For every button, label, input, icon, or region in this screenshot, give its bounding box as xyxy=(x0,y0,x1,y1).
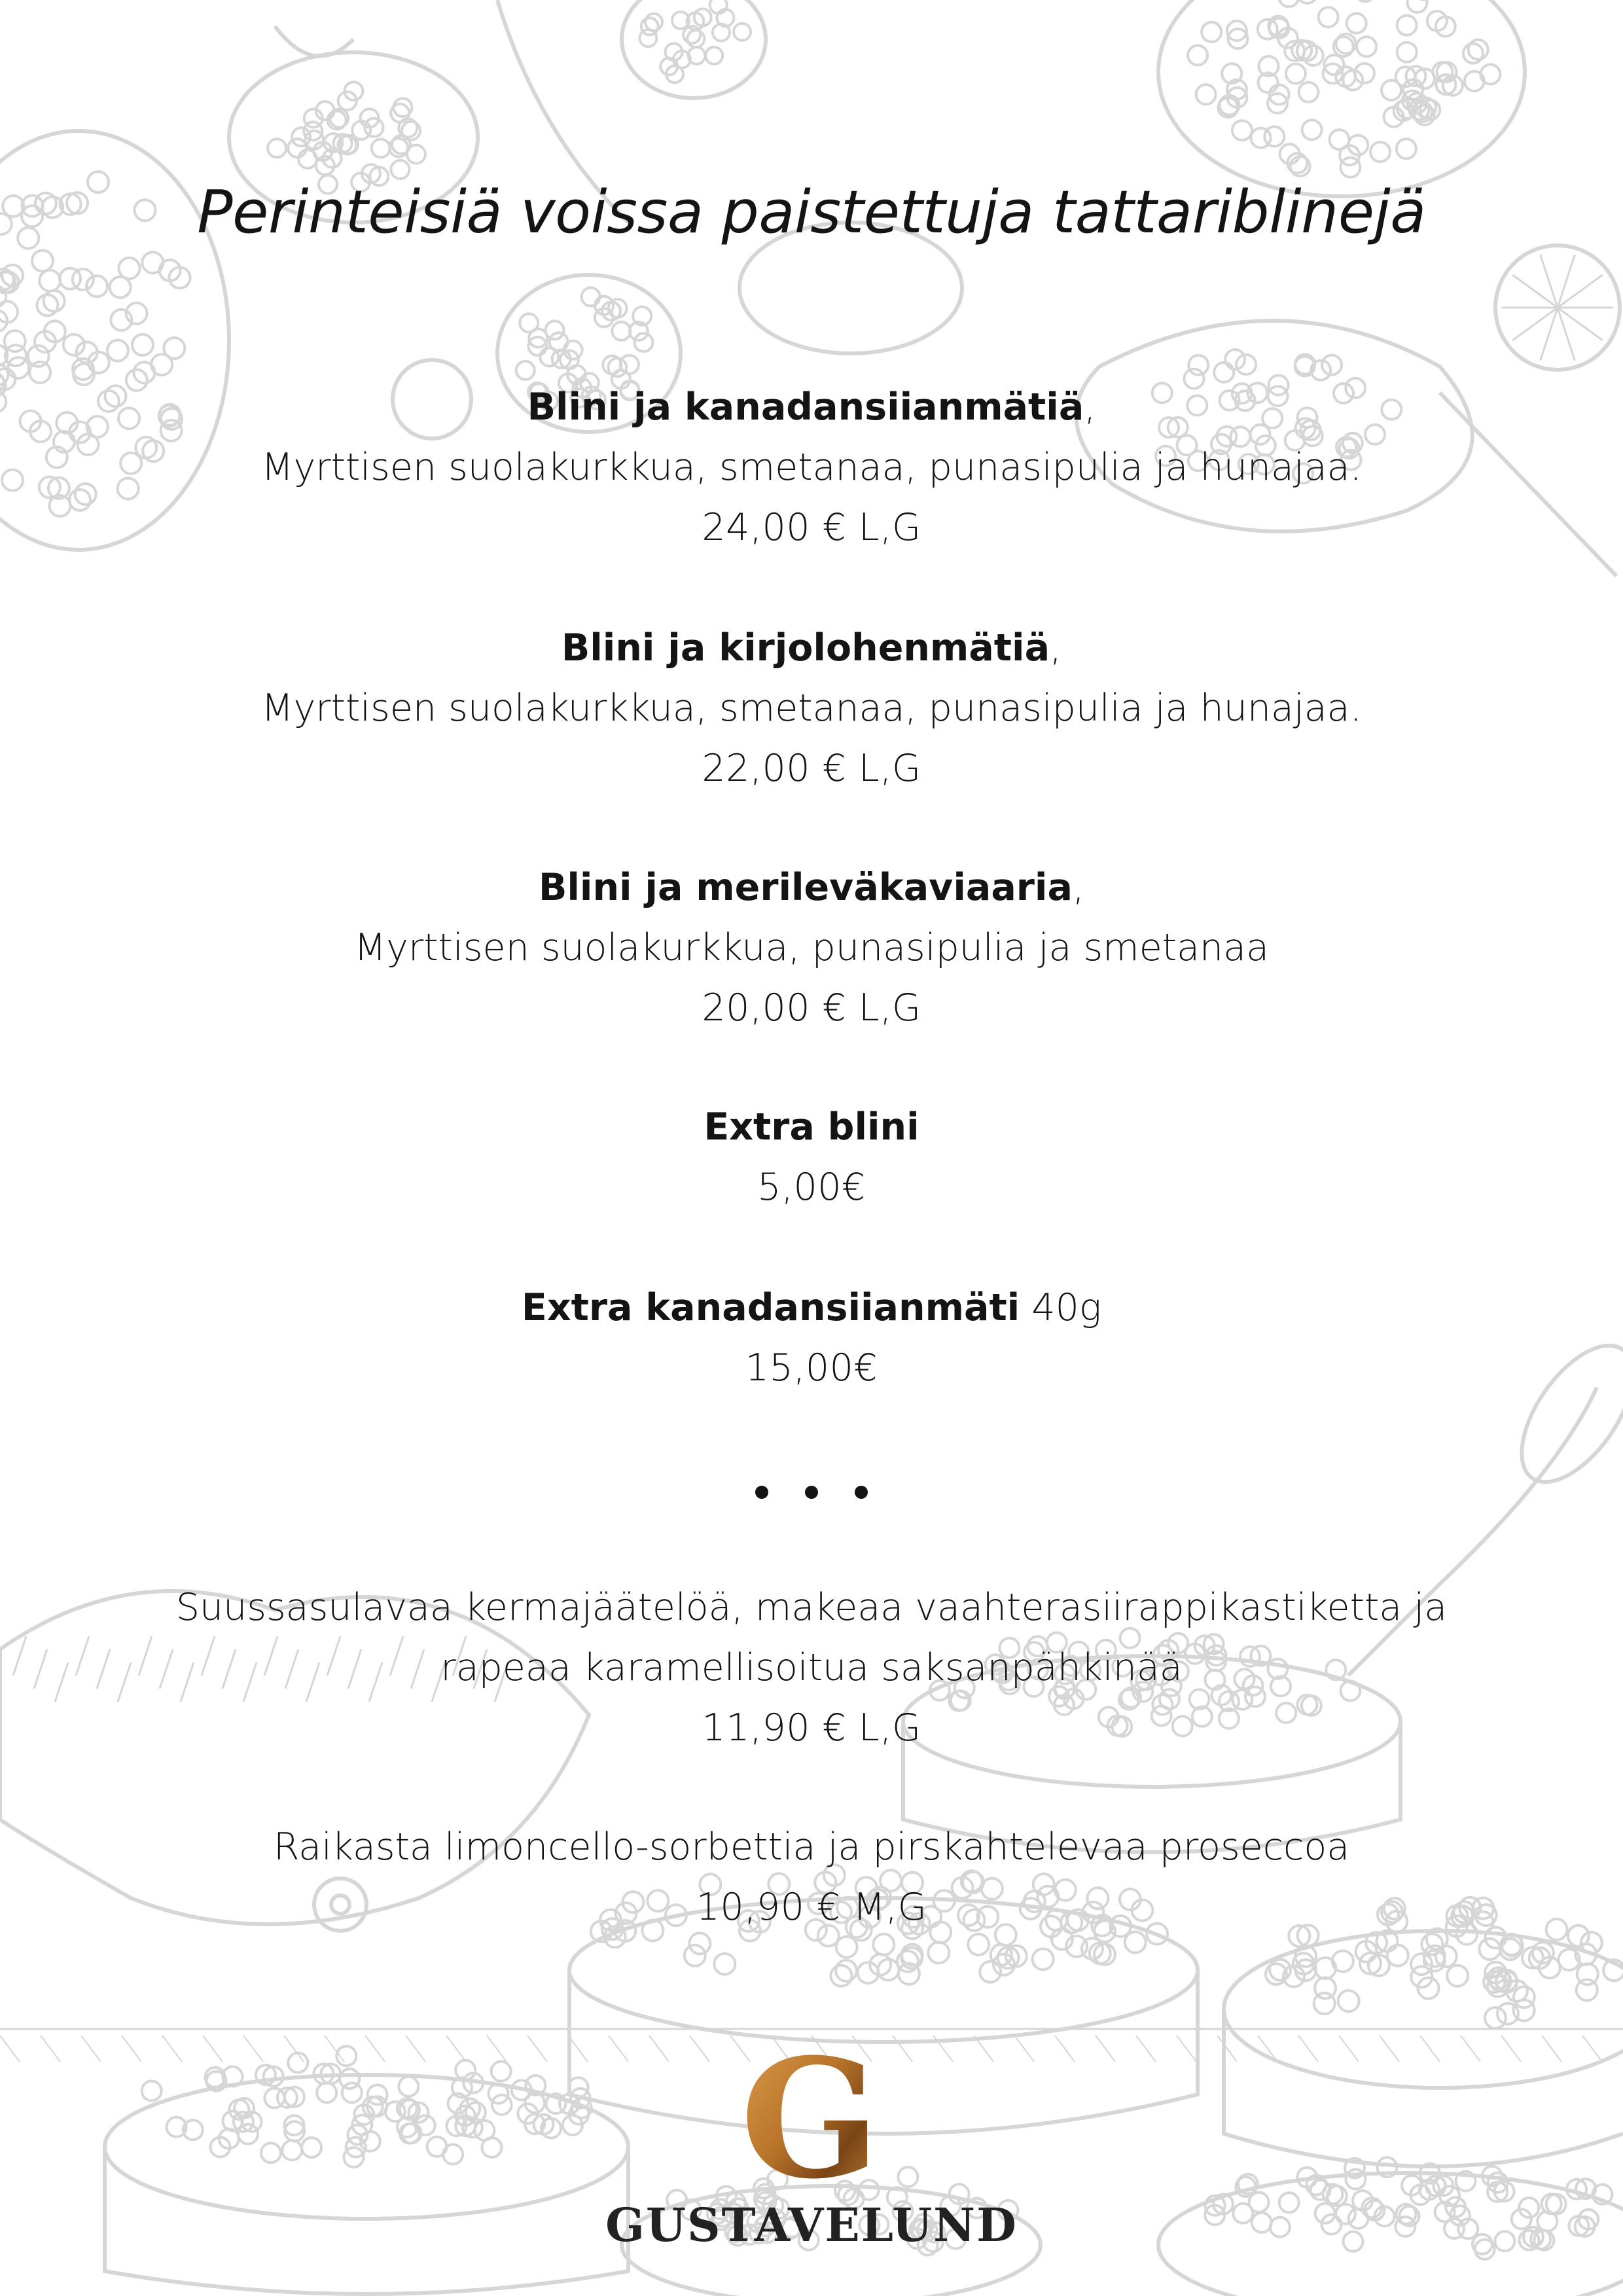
dessert-price: 11,90 € L,G xyxy=(702,1706,921,1749)
item-name-suffix: , xyxy=(1050,626,1062,670)
section-divider xyxy=(0,1466,1623,1505)
item-description: Myrttisen suolakurkkua, punasipulia ja smetanaa xyxy=(353,926,1270,969)
menu-title: Perinteisiä voissa paistettuja tattariblinejä xyxy=(197,178,1426,247)
item-name: Blini ja merileväkaviaaria xyxy=(538,866,1073,909)
menu-item xyxy=(0,618,1623,798)
item-name-line xyxy=(0,1097,1623,1157)
item-price: 20,00 € L,G xyxy=(702,986,921,1030)
item-price: 22,00 € L,G xyxy=(702,747,921,790)
dessert-description: Suussasulavaa kermajäätelöä, makeaa vaahterasiirappikastiketta ja xyxy=(175,1586,1448,1629)
item-name: Extra kanadansiianmäti xyxy=(521,1286,1020,1329)
menu-item xyxy=(0,377,1623,558)
menu-item xyxy=(0,857,1623,1038)
item-name-suffix: , xyxy=(1072,866,1085,909)
gustavelund-logo-icon xyxy=(732,2042,889,2199)
menu-item xyxy=(0,1097,1623,1217)
item-price: 24,00 € L,G xyxy=(702,506,921,549)
item-name: Blini ja kanadansiianmätiä xyxy=(527,386,1084,429)
item-description: Myrttisen suolakurkkua, smetanaa, punasipulia ja hunajaa. xyxy=(261,446,1362,489)
item-name: Extra blini xyxy=(704,1105,919,1149)
divider-dot xyxy=(805,1486,818,1499)
item-name-suffix: , xyxy=(1084,386,1096,429)
dessert-description: Raikasta limoncello-sorbettia ja pirskahtelevaa proseccoa xyxy=(273,1825,1350,1869)
brand-name: GUSTAVELUND xyxy=(605,2198,1018,2252)
item-price: 15,00€ xyxy=(745,1346,878,1390)
item-name-line xyxy=(0,857,1623,918)
item-description: Myrttisen suolakurkkua, smetanaa, punasipulia ja hunajaa. xyxy=(261,687,1362,730)
dessert-description: rapeaa karamellisoitua saksanpähkinää xyxy=(440,1646,1183,1689)
item-price: 5,00€ xyxy=(757,1166,866,1209)
divider-dot xyxy=(755,1486,768,1499)
logo-letter: G xyxy=(740,2042,880,2199)
menu-item xyxy=(0,1278,1623,1398)
item-name: Blini ja kirjolohenmätiä xyxy=(561,626,1050,670)
dessert-item xyxy=(0,1577,1623,1758)
dessert-item xyxy=(0,1817,1623,1937)
item-name-suffix: 40g xyxy=(1020,1286,1102,1329)
item-name-line xyxy=(0,377,1623,437)
dessert-price: 10,90 € M,G xyxy=(696,1886,927,1929)
item-name-line xyxy=(0,1278,1623,1338)
divider-dot xyxy=(855,1486,868,1499)
item-name-line xyxy=(0,618,1623,678)
